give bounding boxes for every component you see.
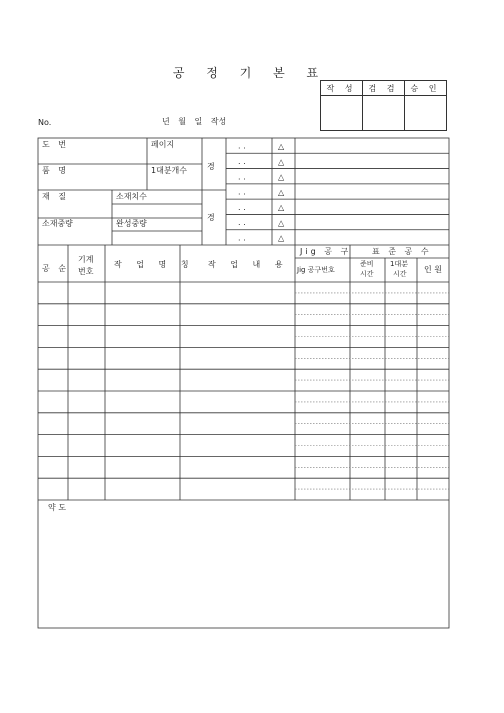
operation-name-label: 작 업 명 칭 <box>114 260 195 269</box>
material-weight-label: 소재중량 <box>42 219 73 228</box>
approval-writer-label: 작 성 <box>321 81 363 96</box>
finished-weight-label: 완성중량 <box>116 219 147 228</box>
revision-date-mark: . . <box>238 233 246 243</box>
unit-time-label-line2: 시간 <box>393 270 407 278</box>
process-rows <box>38 293 449 489</box>
operation-content-label: 작 업 내 용 <box>208 260 289 269</box>
revision-delta-mark: △ <box>278 233 285 243</box>
machine-no-label-line1: 기계 <box>78 255 94 264</box>
revision-date-mark: . . <box>238 156 246 166</box>
revision-date-mark: . . <box>238 218 246 228</box>
personnel-label: 인 원 <box>424 265 442 274</box>
setup-time-label-line1: 준비 <box>360 260 374 268</box>
units-per-label: 1대분개수 <box>151 166 188 175</box>
setup-time-label-line2: 시간 <box>360 270 374 278</box>
sketch-label: 약 도 <box>48 503 66 512</box>
approval-check-label: 검 검 <box>363 81 405 96</box>
revision-delta-mark: △ <box>278 218 285 228</box>
page-label: 페이지 <box>151 140 175 149</box>
revision-delta-mark: △ <box>278 187 285 197</box>
approval-approve-label: 승 인 <box>405 81 447 96</box>
machine-no-label-line2: 번호 <box>78 267 94 276</box>
revision-label-top: 경 <box>207 162 215 171</box>
material-size-label: 소재치수 <box>116 192 147 201</box>
revision-delta-mark: △ <box>278 157 285 167</box>
process-no-label: 공 순 <box>42 264 69 273</box>
standard-hours-label: 표 준 공 수 <box>372 247 432 256</box>
doc-number-label: No. <box>38 118 52 127</box>
product-name-label: 품 명 <box>42 166 69 175</box>
revision-label-bottom: 경 <box>207 213 215 222</box>
revision-delta-mark: △ <box>278 142 285 152</box>
jig-label: Jig 공 구 <box>300 247 352 256</box>
revision-date-mark: . . <box>238 202 246 212</box>
material-label: 재 질 <box>42 192 69 201</box>
unit-time-label-line1: 1대분 <box>390 260 408 268</box>
jig-no-label: Jig 공구번호 <box>297 266 335 274</box>
form-title: 공 정 기 본 표 <box>172 66 328 80</box>
revision-date-mark: . . <box>238 172 246 182</box>
date-label: 년 월 일 작성 <box>162 117 227 126</box>
revision-delta-mark: △ <box>278 172 285 182</box>
revision-date-mark: . . <box>238 187 246 197</box>
revision-date-mark: . . <box>238 141 246 151</box>
revision-delta-mark: △ <box>278 203 285 213</box>
revision-rows <box>226 138 449 245</box>
drawing-no-label: 도 번 <box>42 140 69 149</box>
